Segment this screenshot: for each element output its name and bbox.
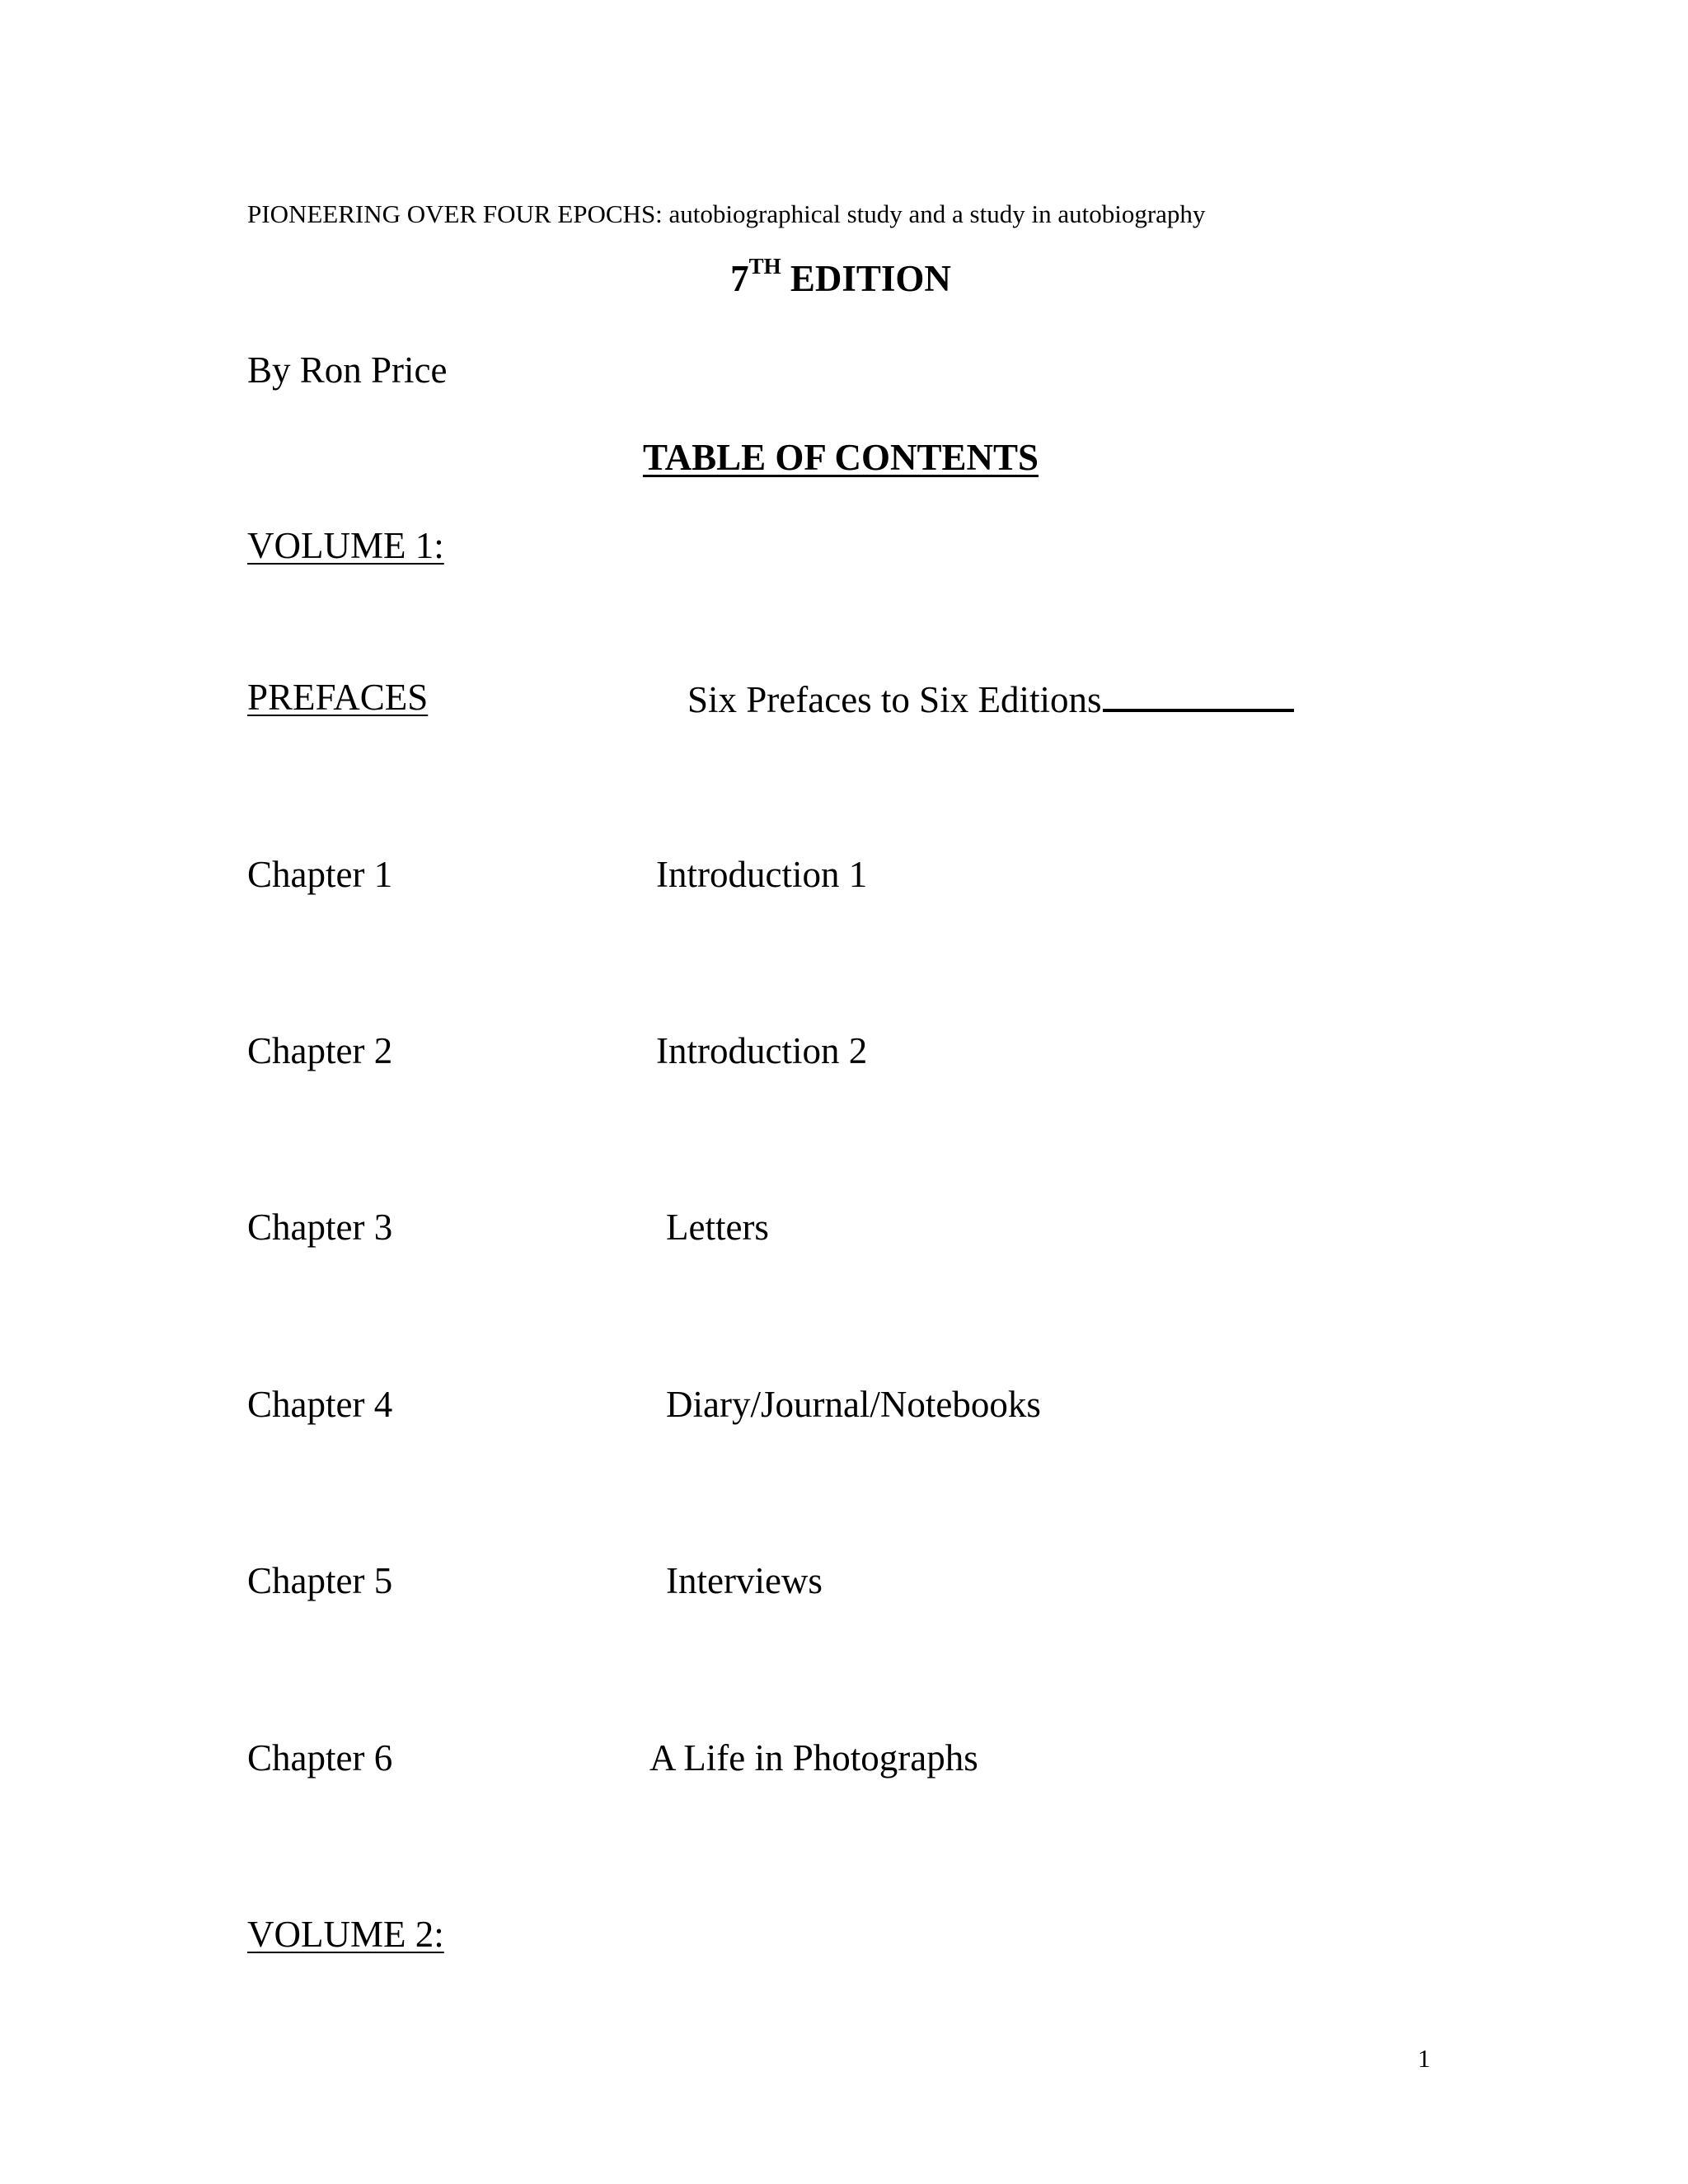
chapter-label: Chapter 6 bbox=[247, 1737, 393, 1779]
chapter-title: Introduction 1 bbox=[656, 854, 868, 895]
chapter-label: Chapter 4 bbox=[247, 1384, 393, 1425]
page-number-blank-line bbox=[1103, 679, 1294, 712]
page-number: 1 bbox=[1418, 2044, 1431, 2073]
prefaces-entry bbox=[687, 679, 1294, 719]
chapter-title: Letters bbox=[666, 1207, 769, 1248]
chapter-label: Chapter 3 bbox=[247, 1207, 393, 1248]
prefaces-label: PREFACES bbox=[247, 677, 429, 718]
chapter-title: Introduction 2 bbox=[656, 1030, 868, 1071]
prefaces-title: Six Prefaces to Six Editions bbox=[687, 679, 1102, 720]
volume1-heading: VOLUME 1: bbox=[247, 525, 444, 566]
document-header-line: PIONEERING OVER FOUR EPOCHS: autobiographical study and a study in autobiography bbox=[247, 199, 1206, 228]
chapter-title: A Life in Photographs bbox=[649, 1737, 978, 1779]
chapter-label: Chapter 1 bbox=[247, 854, 393, 895]
toc-title bbox=[0, 439, 1681, 476]
chapter-label: Chapter 2 bbox=[247, 1030, 393, 1071]
chapter-label: Chapter 5 bbox=[247, 1560, 393, 1601]
chapter-title: Interviews bbox=[666, 1560, 823, 1601]
edition-superscript: TH bbox=[748, 254, 781, 279]
edition-label: EDITION bbox=[790, 258, 951, 299]
edition-heading bbox=[0, 254, 1681, 299]
edition-number: 7 bbox=[730, 258, 749, 299]
author-line: By Ron Price bbox=[247, 349, 448, 391]
volume2-heading: VOLUME 2: bbox=[247, 1914, 444, 1955]
chapter-title: Diary/Journal/Notebooks bbox=[666, 1384, 1041, 1425]
toc-title-text: TABLE OF CONTENTS bbox=[642, 437, 1039, 478]
